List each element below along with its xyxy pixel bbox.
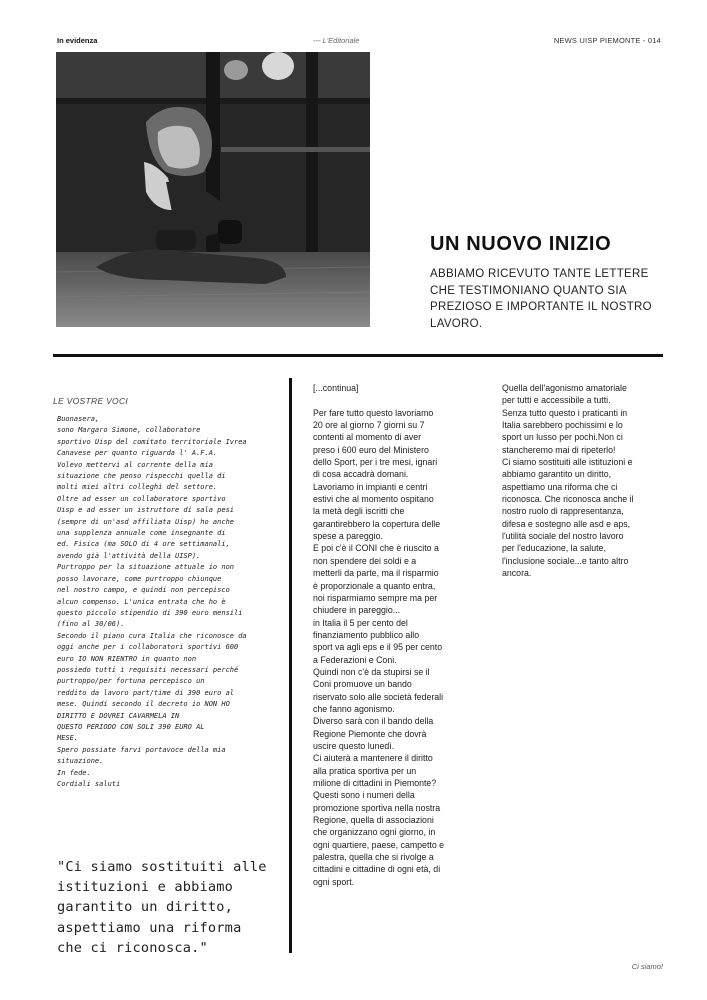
body-line: aspettiamo una riforma che ci	[502, 481, 618, 492]
body-line: palestra, quella che si rivolge a	[313, 852, 434, 863]
letter-line: oggi anche per i collaboratori sportivi 600	[57, 643, 239, 652]
letter-line: sono Margaro Simone, collaboratore	[57, 426, 201, 435]
body-line: E poi c'è il CONI che è riuscito a	[313, 543, 439, 554]
letter-line: nel nostro campo, e quindi non percepisco	[57, 586, 230, 595]
body-line: Per fare tutto questo lavoriamo	[313, 407, 434, 418]
body-line: riconosca. Che riconosca anche il	[502, 494, 634, 505]
letter-line: Volevo mettervi al corrente della mia	[57, 460, 213, 469]
body-line: [...continua]	[313, 383, 359, 393]
body-line: ogni quartiere, paese, campetto e	[313, 839, 445, 850]
letter-line: Canavese per quanto riguarda l' A.F.A.	[57, 449, 218, 458]
pull-quote	[57, 857, 267, 958]
body-line: stancheremo mai di ripeterlo!	[502, 444, 616, 455]
letter-line: (sempre di un'asd affiliata Uisp) ho anche	[57, 517, 235, 526]
body-line: Regione, quella di associazioni	[313, 815, 434, 826]
body-line: chiudere in pareggio...	[313, 605, 401, 616]
body-line: Italia sarebbero pochissimi e lo	[502, 420, 623, 431]
body-line: Quella dell'agonismo amatoriale	[502, 383, 627, 393]
body-line: 20 ore al giorno 7 giorni su 7	[313, 420, 425, 431]
body-line: Regione Piemonte che dovrà	[313, 728, 427, 739]
body-line: Ci aiuterà a mantenere il diritto	[313, 753, 433, 764]
body-line: finanziamento pubblico allo	[313, 629, 420, 640]
body-line: Lavoriamo in impianti e centri	[313, 481, 428, 492]
body-line: l'inclusione sociale...e tanto altro	[502, 555, 629, 566]
body-line: la metà degli iscritti che	[313, 506, 405, 517]
letter-line: QUESTO PERIODO CON SOLI 390 EURO AL	[57, 722, 205, 731]
body-line: uscire questo lunedì.	[313, 740, 395, 751]
body-line: dello Sport, per i tre mesi, ignari	[313, 457, 438, 468]
body-line: non spendere dei soldi e a	[313, 555, 417, 566]
article-subtitle: ABBIAMO RICEVUTO TANTE LETTERE CHE TESTIMONIANO QUANTO SIA PREZIOSO E IMPORTANTE IL NOSTRO LAVORO.	[430, 268, 652, 330]
body-line: Senza tutto questo i praticanti in	[502, 407, 628, 418]
body-line: sport va agli eps e il 95 per cento	[313, 642, 443, 653]
body-line: per l'educazione, la salute,	[502, 543, 606, 554]
body-line: promozione sportiva nella nostra	[313, 802, 441, 813]
letter-line: possiedo tutti i requisiti necessari perché	[57, 665, 239, 674]
letter-line: Spero possiate farvi portavoce della mia	[57, 745, 226, 754]
article-column-right	[502, 382, 634, 580]
body-line: preso i 600 euro del Ministero	[313, 444, 429, 455]
body-line: difesa e sostegno alle asd e aps,	[502, 518, 631, 529]
body-line: che organizzano ogni giorno, in	[313, 827, 436, 838]
body-line: cittadini e cittadine di ogni età, di	[313, 864, 441, 875]
letter-line: questo piccolo stipendio di 390 euro mensili	[57, 608, 243, 617]
letter-line: In fede.	[57, 768, 91, 777]
letter-line: DIRITTO E DOVREI CAVARMELA IN	[57, 711, 180, 720]
quote-line: che ci riconosca."	[57, 939, 208, 956]
section-label: In evidenza	[57, 36, 98, 45]
body-line: nostro ruolo di rappresentanza,	[502, 506, 624, 517]
article-title: UN NUOVO INIZIO	[430, 233, 612, 255]
hero-photo-illustration	[56, 52, 370, 327]
body-line: metterli da parte, ma il risparmio	[313, 568, 439, 579]
letter-line: Cordiali saluti	[57, 780, 121, 788]
body-line: di cosa accadrà domani.	[313, 469, 409, 480]
letter-line: MESE.	[57, 734, 79, 743]
letter-line: Oltre ad esser un collaboratore sportivo	[57, 494, 226, 503]
quote-line: istituzioni e abbiamo	[57, 879, 234, 896]
body-line: garantirebbero la copertura delle	[313, 518, 441, 529]
horizontal-divider	[53, 354, 663, 357]
letter-line: molti miei altri colleghi del settore.	[57, 483, 218, 492]
body-line: alla pratica sportiva per un	[313, 765, 417, 776]
letter-line: avendo già l'attività della UISP).	[57, 551, 201, 560]
body-line: sport un lusso per pochi.Non ci	[502, 432, 623, 443]
letter-line: purtroppo/per fortuna percepisco un	[57, 677, 205, 686]
body-line: riservato solo alle società federali	[313, 691, 444, 702]
article-column-middle	[313, 382, 444, 888]
body-line: contenti al momento di aver	[313, 432, 422, 443]
letter-line: posso lavorare, come purtroppo chiunque	[57, 574, 222, 583]
quote-line: aspettiamo una riforma	[57, 919, 242, 936]
body-line: che fanno agonismo.	[313, 703, 395, 714]
body-line: in Italia il 5 per cento del	[313, 617, 408, 628]
body-line: Ci siamo sostituiti alle istituzioni e	[502, 457, 633, 468]
body-line: Coni promuove un bando	[313, 679, 412, 690]
letter-line: mese. Quindi secondo il decreto io NON HO	[57, 700, 230, 709]
editorial-label: --- L'Editoriale	[313, 36, 360, 45]
letter-line: euro IO NON RIENTRO in quanto non	[57, 654, 197, 663]
body-line: spese a pareggio.	[313, 531, 383, 542]
body-line: Quindi non c'è da stupirsi se il	[313, 666, 430, 677]
letter-line: situazione.	[57, 757, 104, 766]
letter-line: una supplenza annuale come insegnante di	[57, 529, 226, 538]
letter-line: alcun compenso. L'unica entrata che ho è	[57, 597, 226, 606]
body-line: è proporzionale a quanto entra,	[313, 580, 436, 591]
letter-line: Purtroppo per la situazione attuale io non	[57, 563, 235, 572]
reader-letter	[57, 414, 272, 790]
body-line: a Federazioni e Coni.	[313, 654, 397, 665]
quote-line: "Ci siamo sostituiti alle	[57, 859, 267, 875]
body-line: ogni sport.	[313, 876, 355, 887]
letter-line: ed. Fisica (ma SOLO di 4 ore settimanali,	[57, 540, 230, 549]
letter-line: sportivo Uisp del comitato territoriale Ivrea	[57, 437, 247, 446]
letter-line: (fino al 30/06).	[57, 620, 125, 629]
voices-section-title: LE VOSTRE VOCI	[53, 396, 129, 406]
issue-label: NEWS UISP PIEMONTE - 014	[553, 36, 661, 45]
letter-line: situazione che penso rispecchi quella di	[57, 472, 226, 481]
hero-photo	[56, 52, 370, 327]
letter-line: Secondo il piano cura Italia che riconosce da	[57, 631, 247, 640]
body-line	[313, 394, 444, 406]
body-line: per tutti e accessibile a tutti.	[502, 395, 611, 406]
letter-line: Uisp e ad esser un istruttore di sala pesi	[57, 506, 235, 515]
footer-tagline: Ci siamo!	[631, 962, 663, 971]
body-line: l'utilità sociale del nostro lavoro	[502, 531, 624, 542]
letter-line: reddito da lavoro part/time di 390 euro al	[57, 688, 235, 697]
body-line: estivi che al momento ospitano	[313, 494, 434, 505]
body-line: ancora.	[502, 568, 532, 579]
vertical-divider	[289, 378, 292, 953]
body-line: Diverso sarà con il bando della	[313, 716, 434, 727]
letter-line: Buonasera,	[57, 415, 100, 423]
body-line: Questi sono i numeri della	[313, 790, 415, 801]
quote-line: garantito un diritto,	[57, 899, 234, 916]
body-line: abbiamo garantito un diritto,	[502, 469, 612, 480]
body-line: milione di cittadini in Piemonte?	[313, 778, 437, 788]
body-line: noi risparmiamo sempre ma per	[313, 592, 438, 603]
